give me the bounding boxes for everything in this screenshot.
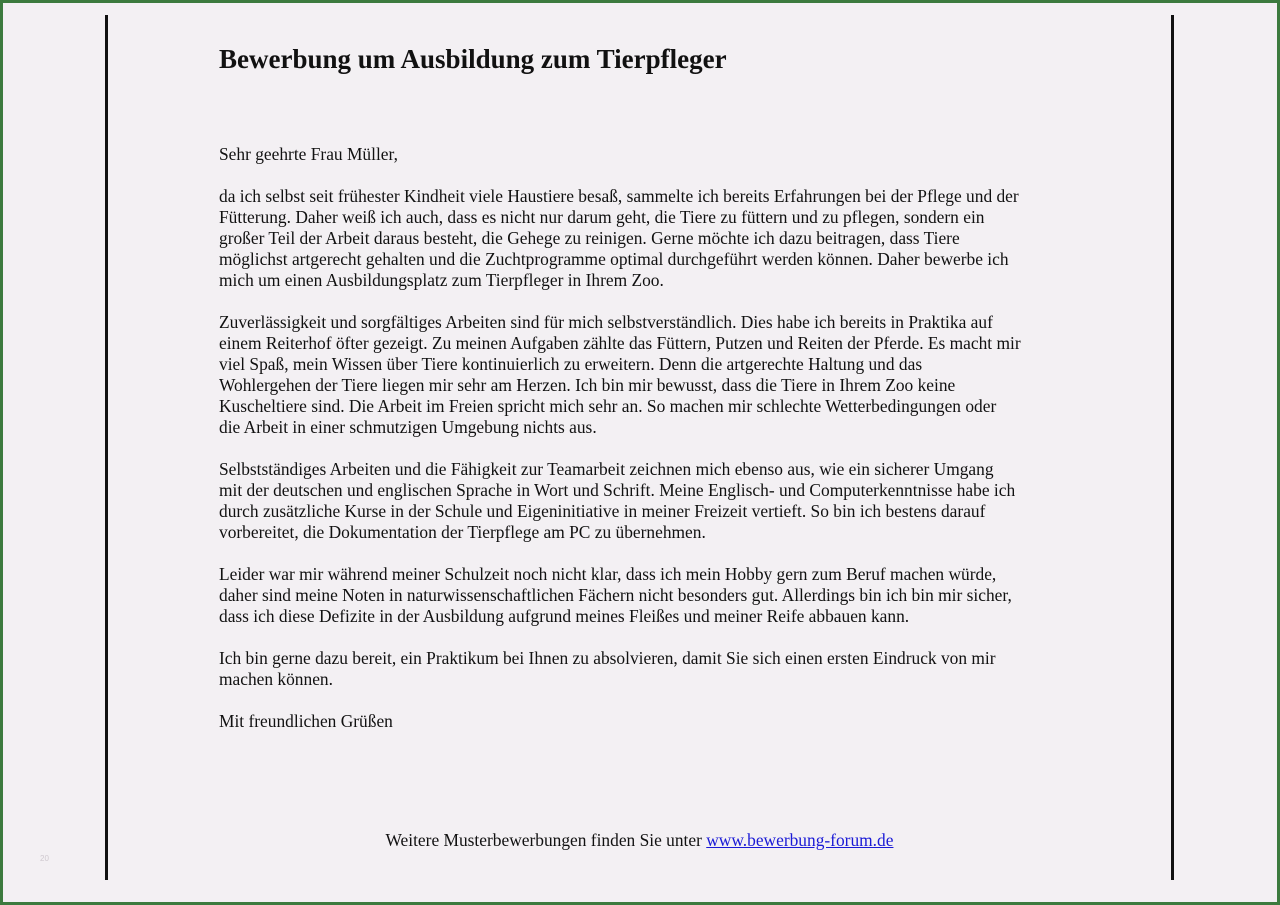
paragraph-2: Zuverlässigkeit und sorgfältiges Arbeiten sind für mich selbstverständlich. Dies habe ich bereits in Praktika auf einem Reiterhof öfter gezeigt. Zu meinen Aufgaben zählte das Füttern, Putzen und Reiten der Pferde. Es macht mir viel Spaß, mein Wissen über Tiere kontinuierlich zu erweitern. Denn die artgerechte Haltung und das Wohlergehen der Tiere liegen mir sehr am Herzen. Ich bin mir bewusst, dass die Tiere in Ihrem Zoo keine Kuscheltiere sind. Die Arbeit im Freien spricht mich sehr an. So machen mir schlechte Wetterbedingungen oder die Arbeit in einer schmutzigen Umgebung nichts aus.	[219, 312, 1021, 437]
letter-title: Bewerbung um Ausbildung zum Tierpfleger	[219, 44, 727, 74]
footer	[108, 830, 1171, 851]
left-margin-rule	[105, 15, 108, 880]
page-number: 20	[40, 854, 49, 863]
right-margin-rule	[1171, 15, 1174, 880]
paragraph-1: da ich selbst seit frühester Kindheit viele Haustiere besaß, sammelte ich bereits Erfahrungen bei der Pflege und der Fütterung. Daher weiß ich auch, dass es nicht nur darum geht, die Tiere zu füttern und zu pflegen, sondern ein großer Teil der Arbeit daraus besteht, die Gehege zu reinigen. Gerne möchte ich dazu beitragen, dass Tiere möglichst artgerecht gehalten und die Zuchtprogramme optimal durchgeführt werden können. Daher bewerbe ich mich um einen Ausbildungsplatz zum Tierpfleger in Ihrem Zoo.	[219, 186, 1019, 290]
footer-text: Weitere Musterbewerbungen finden Sie unter	[385, 830, 707, 850]
paragraph-4: Leider war mir während meiner Schulzeit noch nicht klar, dass ich mein Hobby gern zum Beruf machen würde, daher sind meine Noten in naturwissenschaftlichen Fächern nicht besonders gut. Allerdings bin ich bin mir sicher, dass ich diese Defizite in der Ausbildung aufgrund meines Fleißes und meiner Reife abbauen kann.	[219, 564, 1012, 626]
paragraph-3: Selbstständiges Arbeiten und die Fähigkeit zur Teamarbeit zeichnen mich ebenso aus, wie ein sicherer Umgang mit der deutschen und englischen Sprache in Wort und Schrift. Meine Englisch- und Computerkenntnisse habe ich durch zusätzliche Kurse in der Schule und Eigeninitiative in meiner Freizeit vertieft. So bin ich bestens darauf vorbereitet, die Dokumentation der Tierpflege am PC zu übernehmen.	[219, 459, 1016, 542]
footer-link[interactable]: www.bewerbung-forum.de	[706, 830, 894, 850]
letter-body	[219, 40, 1079, 732]
salutation: Sehr geehrte Frau Müller,	[219, 144, 398, 164]
closing: Mit freundlichen Grüßen	[219, 711, 393, 731]
paragraph-5: Ich bin gerne dazu bereit, ein Praktikum bei Ihnen zu absolvieren, damit Sie sich einen ersten Eindruck von mir machen können.	[219, 648, 996, 689]
